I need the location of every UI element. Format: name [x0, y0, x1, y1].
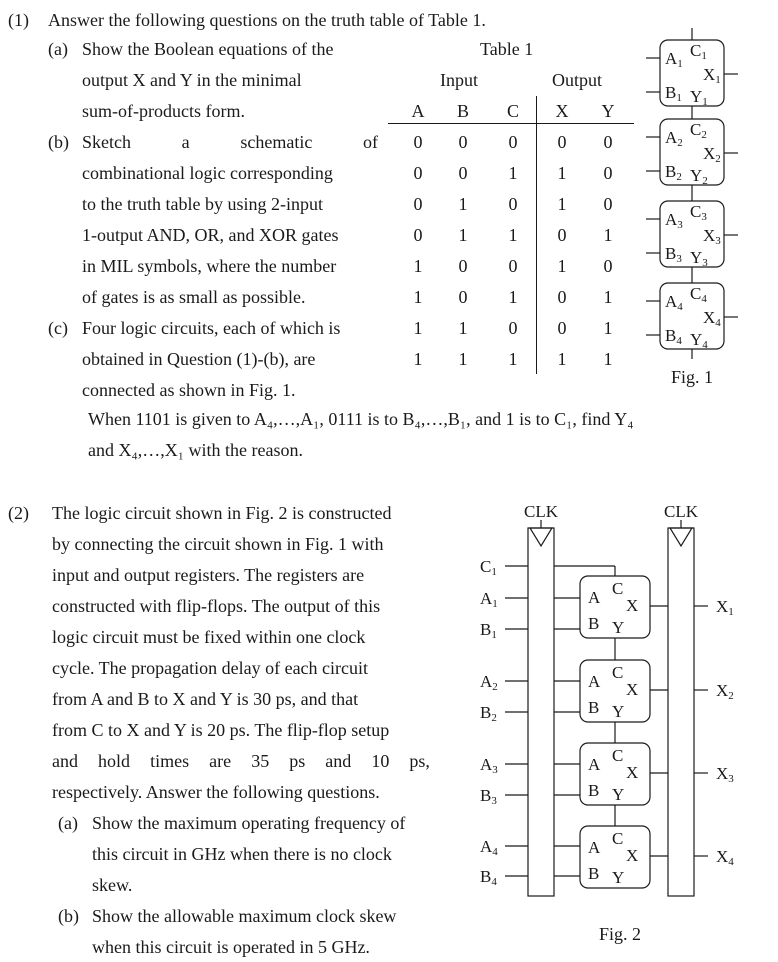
table-cell: 1	[508, 225, 518, 245]
fig1-label-a: A2	[665, 128, 683, 149]
q2-line-6: cycle. The propagation delay of each circuit	[52, 658, 369, 678]
q2b-line-1: Show the allowable maximum clock skew	[92, 906, 397, 926]
output-register	[668, 528, 694, 896]
q2-word: ps	[289, 751, 306, 771]
table-cell: 0	[557, 225, 567, 245]
fig1-label-x: X1	[703, 65, 721, 86]
table-cell: 0	[458, 132, 468, 152]
q1b-word: a	[181, 132, 190, 152]
fig1-label-c: C3	[690, 202, 707, 223]
fig2-block-label-b: B	[588, 781, 600, 800]
q2-line-10: respectively. Answer the following questions.	[52, 782, 380, 802]
fig1-label-c: C4	[690, 284, 707, 305]
fig2-output-label: X3	[716, 764, 734, 785]
fig2-block-label-y: Y	[612, 868, 625, 887]
q1c-line-1: Four logic circuits, each of which is	[82, 318, 341, 338]
table-cell: 0	[603, 256, 613, 276]
table-cell: 0	[508, 194, 518, 214]
fig2-block-label-a: A	[588, 588, 601, 607]
table-cell: 1	[508, 349, 518, 369]
table-header-x: X	[555, 101, 569, 121]
q1c-label: (c)	[48, 318, 68, 338]
table-cell: 1	[603, 349, 613, 369]
fig2-input-label: B3	[480, 786, 497, 807]
fig1-label-c: C2	[690, 120, 707, 141]
fig2-input-label: A1	[480, 589, 498, 610]
clk-triangle-icon	[530, 528, 552, 546]
table-cell: 1	[458, 225, 468, 245]
table-cell: 0	[508, 256, 518, 276]
fig2-block-label-a: A	[588, 755, 601, 774]
clk-label: CLK	[664, 502, 698, 521]
q1-intro: Answer the following questions on the truth table of Table 1.	[48, 10, 486, 30]
q2-word: are	[209, 751, 232, 771]
table-cell: 0	[413, 194, 423, 214]
fig1-label-c: C1	[690, 41, 707, 62]
fig2-input-label: C1	[480, 557, 497, 578]
fig2-block-label-a: A	[588, 672, 601, 691]
q1a-label: (a)	[48, 39, 68, 59]
q1b-word: schematic	[240, 132, 313, 152]
q1-number: (1)	[8, 10, 29, 30]
q2b-label: (b)	[58, 906, 79, 926]
fig2-input-label: B4	[480, 867, 497, 888]
q2a-label: (a)	[58, 813, 78, 833]
table-cell: 1	[557, 194, 567, 214]
q1b-line-6: of gates is as small as possible.	[82, 287, 306, 307]
fig2-output-label: X2	[716, 681, 734, 702]
table-group-input: Input	[440, 70, 478, 90]
fig1-label-b: B1	[665, 83, 682, 104]
table-cell: 1	[508, 287, 518, 307]
clk-triangle-icon	[670, 528, 692, 546]
table-header-b: B	[456, 101, 469, 121]
table-cell: 1	[413, 256, 423, 276]
fig2-block-label-x: X	[626, 596, 639, 615]
fig2-block-label-y: Y	[612, 618, 625, 637]
table-cell: 1	[557, 256, 567, 276]
table-cell: 0	[557, 132, 567, 152]
fig2-block-label-a: A	[588, 838, 601, 857]
table-cell: 1	[413, 287, 423, 307]
fig1-label-x: X4	[703, 308, 721, 329]
table-cell: 0	[413, 163, 423, 183]
table-cell: 0	[603, 194, 613, 214]
q2-word: hold	[98, 751, 131, 771]
fig1-label-x: X2	[703, 144, 721, 165]
q2-word: ps,	[409, 751, 430, 771]
q2-line-2: by connecting the circuit shown in Fig. 1 with	[52, 534, 384, 554]
fig1-label-y: Y2	[690, 166, 708, 187]
table-cell: 0	[458, 287, 468, 307]
table-cell: 1	[603, 318, 613, 338]
table-cell: 0	[603, 132, 613, 152]
q2-line-1: The logic circuit shown in Fig. 2 is constructed	[52, 503, 392, 523]
q2a-line-2: this circuit in GHz when there is no clock	[92, 844, 392, 864]
fig2-block-label-x: X	[626, 763, 639, 782]
table-cell: 0	[508, 318, 518, 338]
q1a-line-3: sum-of-products form.	[82, 101, 245, 121]
q2-line-3: input and output registers. The registers are	[52, 565, 365, 585]
input-register	[528, 528, 554, 896]
fig2-input-label: B2	[480, 703, 497, 724]
table-cell: 1	[603, 225, 613, 245]
q2a-line-3: skew.	[92, 875, 133, 895]
fig1-label-y: Y1	[690, 87, 708, 108]
q1b-line-3: to the truth table by using 2-input	[82, 194, 323, 214]
fig2-block-label-b: B	[588, 864, 600, 883]
fig1-caption: Fig. 1	[670, 367, 714, 387]
fig2-block-label-b: B	[588, 614, 600, 633]
fig2-output-label: X1	[716, 597, 734, 618]
table-cell: 0	[508, 132, 518, 152]
fig1-label-y: Y3	[690, 248, 708, 269]
fig2-input-label: A2	[480, 672, 498, 693]
table-cell: 0	[413, 225, 423, 245]
fig2-input-label: A4	[480, 837, 498, 858]
q2-line-5: logic circuit must be fixed within one clock	[52, 627, 366, 647]
clk-label: CLK	[524, 502, 558, 521]
q2-word: 10	[371, 751, 390, 771]
fig1-label-a: A3	[665, 210, 683, 231]
fig2-caption: Fig. 2	[598, 924, 642, 944]
fig1-label-x: X3	[703, 226, 721, 247]
q1b-line-5: in MIL symbols, where the number	[82, 256, 337, 276]
fig1-label-y: Y4	[690, 330, 708, 351]
q2-line-4: constructed with flip-flops. The output of this	[52, 596, 381, 616]
q1c-line-4: When 1101 is given to A₄,…,A₁, 0111 is to B₄,…,B₁, and 1 is to C₁, find Y₄	[88, 409, 634, 429]
table-cell: 1	[413, 318, 423, 338]
table-cell: 1	[603, 287, 613, 307]
table-cell: 0	[557, 287, 567, 307]
fig2-output-label: X4	[716, 847, 734, 868]
table-cell: 1	[557, 349, 567, 369]
q1c-line-5: and X₄,…,X₁ with the reason.	[88, 440, 304, 460]
q1b-line-2: combinational logic corresponding	[82, 163, 333, 183]
table-header-c: C	[506, 101, 519, 121]
fig2-block-label-c: C	[612, 746, 624, 765]
table-cell: 1	[458, 194, 468, 214]
fig2-block-label-x: X	[626, 680, 639, 699]
q2-number: (2)	[8, 503, 29, 523]
table-cell: 0	[458, 256, 468, 276]
q2-word: 35	[251, 751, 270, 771]
table-cell: 1	[458, 349, 468, 369]
q2-word: times	[150, 751, 190, 771]
table-cell: 1	[557, 163, 567, 183]
table-cell: 0	[458, 163, 468, 183]
fig2-block-label-c: C	[612, 579, 624, 598]
q2-line-8: from C to X and Y is 20 ps. The flip-flop setup	[52, 720, 390, 740]
fig2-block-label-y: Y	[612, 702, 625, 721]
q1c-line-3: connected as shown in Fig. 1.	[82, 380, 296, 400]
q1c-line-2: obtained in Question (1)-(b), are	[82, 349, 316, 369]
q1b-word: of	[362, 132, 378, 152]
fig2-block-label-x: X	[626, 846, 639, 865]
fig1-label-a: A4	[665, 292, 683, 313]
q2-line-7: from A and B to X and Y is 30 ps, and that	[52, 689, 359, 709]
q2-word: and	[325, 751, 352, 771]
table-header-a: A	[411, 101, 425, 121]
q2-word: and	[52, 751, 78, 771]
q1b-line-4: 1-output AND, OR, and XOR gates	[82, 225, 339, 245]
table-caption: Table 1	[480, 39, 534, 59]
table-cell: 1	[458, 318, 468, 338]
table-cell: 0	[557, 318, 567, 338]
table-header-y: Y	[601, 101, 615, 121]
table-cell: 1	[508, 163, 518, 183]
fig1-label-a: A1	[665, 49, 683, 70]
q1b-label: (b)	[48, 132, 69, 152]
fig1-label-b: B2	[665, 162, 682, 183]
table-cell: 1	[413, 349, 423, 369]
q1b-word: Sketch	[82, 132, 131, 152]
table-cell: 0	[413, 132, 423, 152]
q2b-line-2: when this circuit is operated in 5 GHz.	[92, 937, 370, 957]
fig2-block-label-b: B	[588, 698, 600, 717]
fig1-label-b: B4	[665, 326, 682, 347]
q2a-line-1: Show the maximum operating frequency of	[92, 813, 406, 833]
fig2-block-label-c: C	[612, 663, 624, 682]
q1a-line-2: output X and Y in the minimal	[82, 70, 302, 90]
fig2-block-label-c: C	[612, 829, 624, 848]
q1a-line-1: Show the Boolean equations of the	[82, 39, 334, 59]
fig2-block-label-y: Y	[612, 785, 625, 804]
fig2-input-label: A3	[480, 755, 498, 776]
fig2-input-label: B1	[480, 620, 497, 641]
table-cell: 0	[603, 163, 613, 183]
table-group-output: Output	[552, 70, 603, 90]
fig1-label-b: B3	[665, 244, 682, 265]
